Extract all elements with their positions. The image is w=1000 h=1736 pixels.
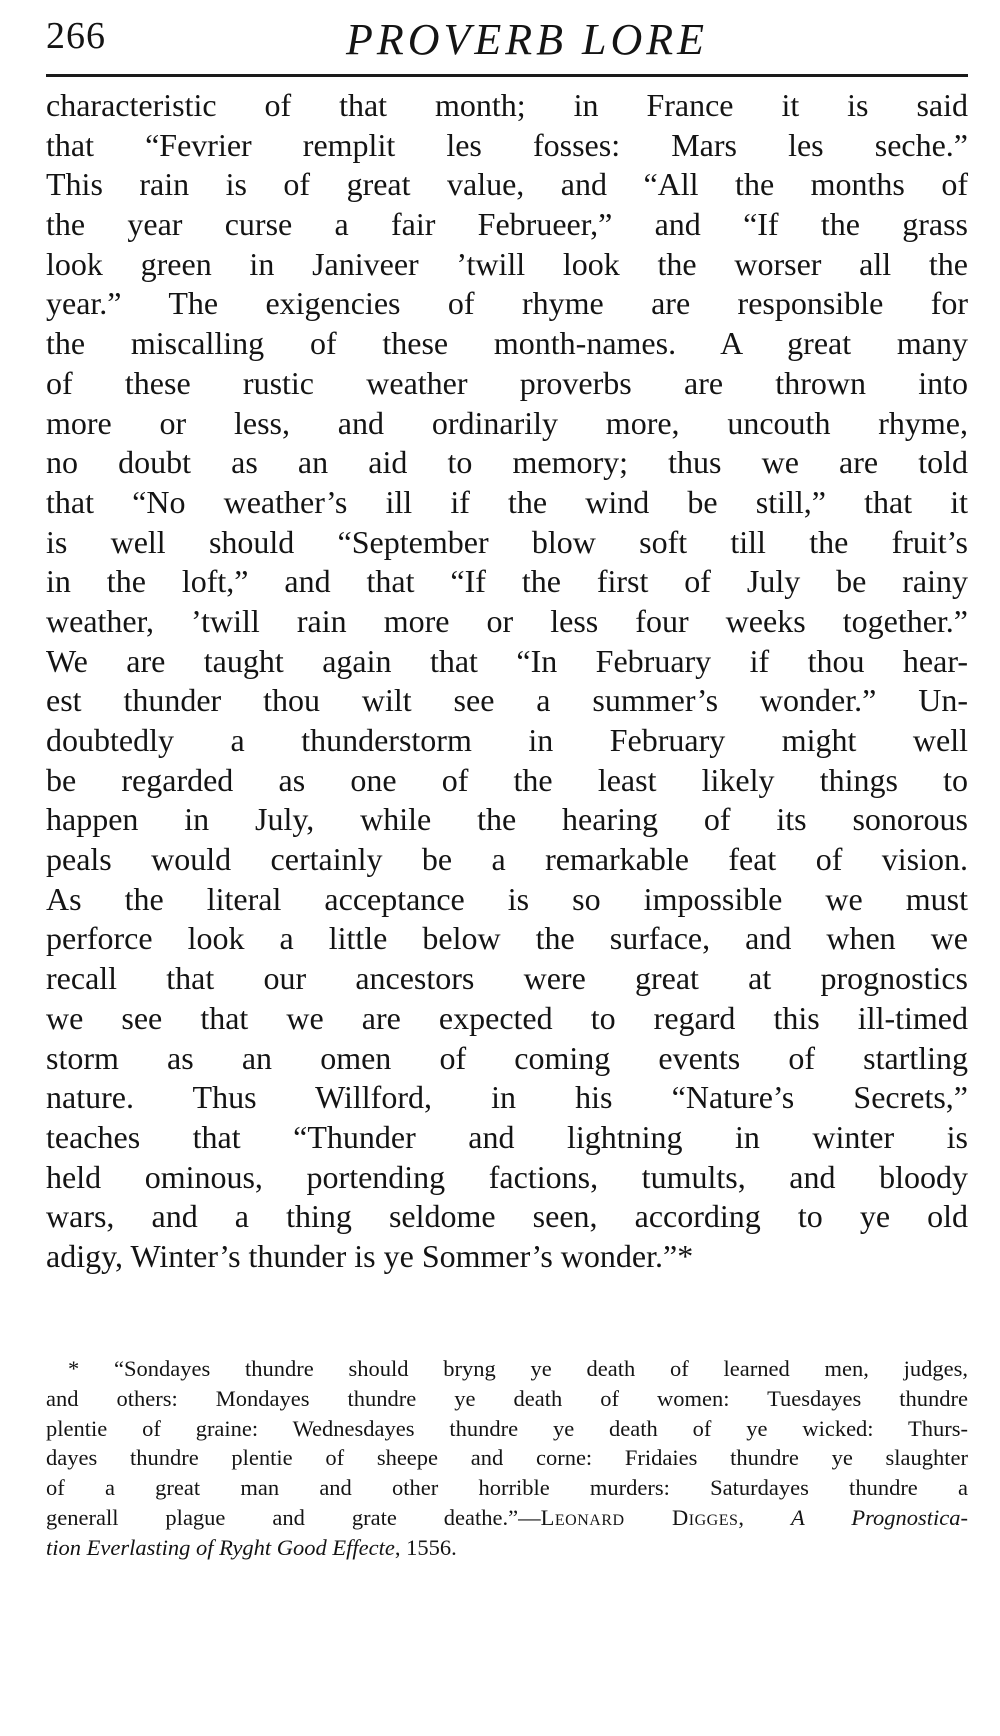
text-line: This rain is of great value, and “All the months of: [46, 166, 968, 203]
footnote-line: of a great man and other horrible murders: Saturdayes thundre a: [46, 1475, 968, 1501]
text-line: is well should “September blow soft till the fruit’s: [46, 523, 968, 560]
header-rule: [46, 74, 968, 77]
text-line: characteristic of that month; in France it is said: [46, 87, 968, 123]
footnote-book-title: A Prognostica-: [791, 1504, 968, 1530]
text-line: recall that our ancestors were great at prognostics: [46, 960, 968, 997]
text-line: weather, ’twill rain more or less four weeks together.”: [46, 602, 968, 639]
text-line: adigy, Winter’s thunder is ye Sommer’s wonder.”*: [46, 1237, 694, 1274]
body-text: [46, 86, 968, 1277]
running-title: PROVERB LORE: [346, 15, 709, 64]
text-line: of these rustic weather proverbs are thrown into: [46, 364, 968, 401]
footnote-separator: ,: [738, 1504, 791, 1530]
footnote: [46, 1354, 968, 1563]
page-header: [46, 8, 968, 70]
text-line: be regarded as one of the least likely things to: [46, 761, 968, 798]
text-line: As the literal acceptance is so impossible we must: [46, 880, 968, 917]
text-line: that “Fevrier remplit les fosses: Mars les seche.”: [46, 126, 968, 163]
text-line: in the loft,” and that “If the first of July be rainy: [46, 563, 968, 600]
text-line: held ominous, portending factions, tumults, and bloody: [46, 1158, 968, 1195]
text-line: the year curse a fair Februeer,” and “If the grass: [46, 206, 968, 243]
footnote-line-citation: [46, 1503, 968, 1533]
text-line: peals would certainly be a remarkable feat of vision.: [46, 841, 968, 878]
page-number: 266: [46, 15, 106, 57]
footnote-line: plentie of graine: Wednesdayes thundre ye death of ye wicked: Thurs-: [46, 1415, 968, 1441]
text-line: est thunder thou wilt see a summer’s wonder.” Un-: [46, 682, 968, 719]
footnote-line: and others: Mondayes thundre ye death of women: Tuesdayes thundre: [46, 1385, 968, 1411]
text-line: storm as an omen of coming events of startling: [46, 1039, 968, 1076]
text-line: doubtedly a thunderstorm in February might well: [46, 722, 968, 758]
text-line: look green in Janiveer ’twill look the worser all the: [46, 245, 968, 282]
footnote-line: * “Sondayes thundre should bryng ye death of learned men, judges,: [68, 1356, 968, 1381]
footnote-author: Leonard Digges: [540, 1504, 739, 1530]
text-line: We are taught again that “In February if thou hear-: [46, 642, 968, 679]
text-line: that “No weather’s ill if the wind be still,” that it: [46, 483, 968, 520]
footnote-line: dayes thundre plentie of sheepe and corne: Fridaies thundre ye slaughter: [46, 1445, 968, 1471]
text-line: more or less, and ordinarily more, uncouth rhyme,: [46, 404, 968, 441]
text-line: we see that we are expected to regard this ill-timed: [46, 999, 968, 1036]
footnote-line-last: [46, 1533, 968, 1563]
text-line: perforce look a little below the surface, and when we: [46, 920, 968, 957]
footnote-book-title-cont: tion Everlasting of Ryght Good Effecte: [46, 1534, 395, 1560]
text-line: nature. Thus Willford, in his “Nature’s Secrets,”: [46, 1079, 968, 1116]
text-line: no doubt as an aid to memory; thus we are told: [46, 444, 968, 481]
text-line: the miscalling of these month-names. A great many: [46, 325, 968, 362]
text-line: year.” The exigencies of rhyme are responsible for: [46, 285, 968, 322]
text-line: wars, and a thing seldome seen, according to ye old: [46, 1198, 968, 1235]
footnote-citation-text: generall plague and grate deathe.”—: [46, 1504, 541, 1530]
text-line: happen in July, while the hearing of its sonorous: [46, 801, 968, 838]
text-line: teaches that “Thunder and lightning in winter is: [46, 1118, 968, 1155]
footnote-year: , 1556.: [394, 1534, 457, 1560]
